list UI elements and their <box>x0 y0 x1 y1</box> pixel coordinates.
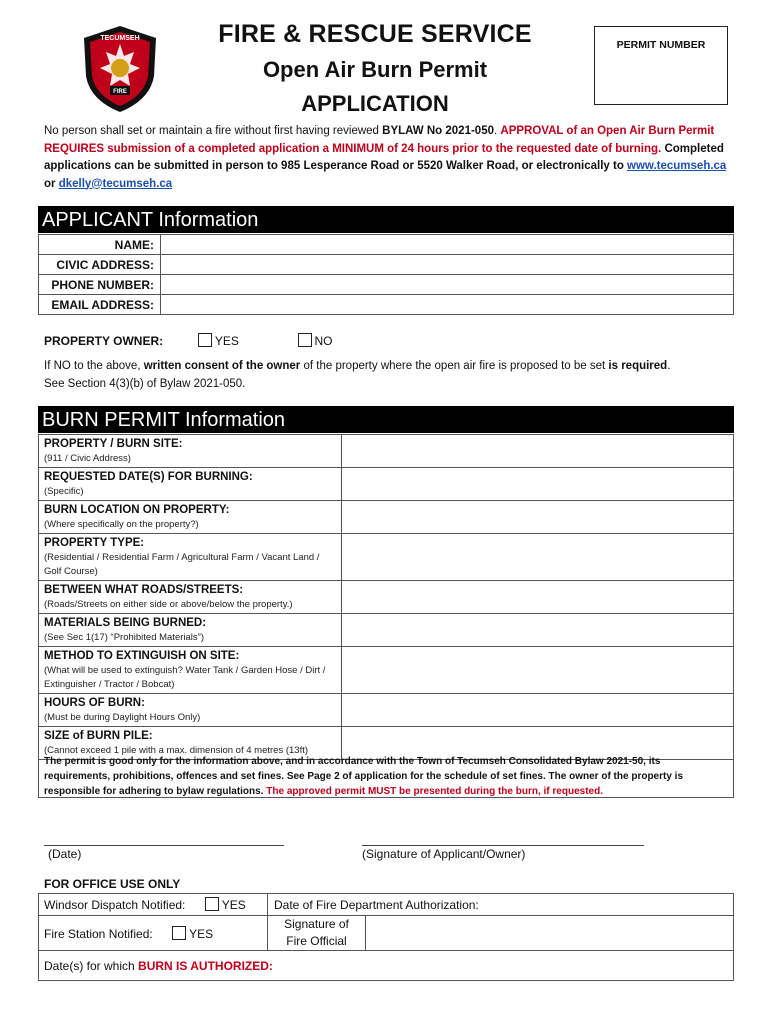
table-row <box>39 647 734 694</box>
submission-info: Completed applications can be submitted in person to 985 Lesperance Road or 5520 Walker Road, or electronically to <box>44 142 724 172</box>
hours-label: HOURS OF BURN: <box>44 697 145 709</box>
date-signature-line[interactable] <box>44 832 284 846</box>
owner-consent-note <box>44 358 734 393</box>
roads-hint: (Roads/Streets on either side or above/below the property.) <box>44 599 293 610</box>
station-cell <box>39 916 268 951</box>
name-label: NAME: <box>39 235 161 255</box>
consent-text-e: . <box>667 360 671 372</box>
applicant-signature-label: (Signature of Applicant/Owner) <box>362 847 526 861</box>
present-permit-warning: The approved permit MUST be presented during the burn, if requested. <box>266 786 603 797</box>
burn-site-cell <box>39 435 342 468</box>
table-row <box>39 295 734 315</box>
official-signature-field[interactable] <box>366 916 734 951</box>
bylaw-ref: BYLAW No 2021-050 <box>382 125 494 137</box>
burn-authorized-label: BURN IS AUTHORIZED: <box>138 958 273 973</box>
burn-location-hint: (Where specifically on the property?) <box>44 519 199 530</box>
materials-hint: (See Sec 1(17) “Prohibited Materials”) <box>44 632 204 643</box>
or-text: or <box>44 177 59 190</box>
page-subtitle: Open Air Burn Permit <box>262 57 488 82</box>
table-row <box>39 916 734 951</box>
name-field[interactable] <box>161 235 734 255</box>
property-type-cell <box>39 534 342 581</box>
table-row <box>39 435 734 468</box>
extinguish-label: METHOD TO EXTINGUISH ON SITE: <box>44 650 240 662</box>
burn-dates-label: REQUESTED DATE(S) FOR BURNING: <box>44 471 253 483</box>
burn-dates-cell <box>39 468 342 501</box>
phone-field[interactable] <box>161 275 734 295</box>
burn-table <box>38 434 734 760</box>
logo-text-bottom: FIRE <box>113 89 127 95</box>
table-row <box>39 694 734 727</box>
station-yes-checkbox[interactable] <box>172 926 186 940</box>
intro-text: No person shall set or maintain a fire without first having reviewed <box>44 125 383 137</box>
materials-field[interactable] <box>342 614 734 647</box>
hours-field[interactable] <box>342 694 734 727</box>
table-row <box>39 894 734 916</box>
date-label: (Date) <box>48 847 82 861</box>
applicant-signature-line[interactable] <box>362 832 644 846</box>
materials-label: MATERIALS BEING BURNED: <box>44 617 207 629</box>
property-type-hint: (Residential / Residential Farm / Agricultural Farm / Vacant Land / Golf Course) <box>44 552 320 577</box>
roads-field[interactable] <box>342 581 734 614</box>
extinguish-hint: (What will be used to extinguish? Water Tank / Garden Hose / Dirt / Extinguisher / Tractor / Bobcat) <box>44 665 326 690</box>
table-row <box>39 614 734 647</box>
consent-section-ref: See Section 4(3)(b) of Bylaw 2021-050. <box>44 377 246 390</box>
applicant-table <box>38 234 734 315</box>
burn-dates-hint: (Specific) <box>44 486 84 497</box>
email-link[interactable]: dkelly@tecumseh.ca <box>58 177 173 190</box>
burn-site-field[interactable] <box>342 435 734 468</box>
consent-text-c: of the property where the open air fire is proposed to be set <box>300 360 609 372</box>
office-use-table <box>38 893 734 981</box>
table-row <box>39 501 734 534</box>
consent-text-a: If NO to the above, <box>44 360 144 372</box>
applicant-section-heading: APPLICANT Information <box>38 206 734 233</box>
consent-text-d: is required <box>608 360 668 372</box>
burn-location-field[interactable] <box>342 501 734 534</box>
auth-date-label: Date of Fire Department Authorization: <box>274 897 479 912</box>
civic-address-field[interactable] <box>161 255 734 275</box>
official-signature-label: Signature of Fire Official <box>284 917 349 948</box>
website-link[interactable]: www.tecumseh.ca <box>627 160 727 172</box>
pile-size-label: SIZE of BURN PILE: <box>44 730 153 742</box>
owner-no-label: NO <box>314 334 333 348</box>
owner-yes-checkbox[interactable] <box>198 333 212 347</box>
hours-hint: (Must be during Daylight Hours Only) <box>44 712 201 723</box>
title-block <box>200 20 550 117</box>
dispatch-yes-checkbox[interactable] <box>205 897 219 911</box>
authorized-dates-cell[interactable] <box>39 951 734 981</box>
consent-text-b: written consent of the owner <box>143 360 301 372</box>
station-label: Fire Station Notified: <box>44 926 153 941</box>
burn-location-label: BURN LOCATION ON PROPERTY: <box>44 504 230 516</box>
table-row <box>39 275 734 295</box>
tecumseh-fire-logo <box>80 24 160 114</box>
permit-conditions-note <box>38 752 734 798</box>
property-type-label: PROPERTY TYPE: <box>44 537 145 549</box>
office-use-title: FOR OFFICE USE ONLY <box>44 877 181 891</box>
table-row <box>39 951 734 981</box>
table-row <box>39 468 734 501</box>
permit-number-label: PERMIT NUMBER <box>616 39 706 51</box>
page-title: FIRE & RESCUE SERVICE <box>218 20 532 48</box>
burn-site-label: PROPERTY / BURN SITE: <box>44 438 183 450</box>
property-owner-label: PROPERTY OWNER: <box>44 334 164 348</box>
table-row <box>39 255 734 275</box>
table-row <box>39 534 734 581</box>
phone-label: PHONE NUMBER: <box>39 275 161 295</box>
authorized-dates-label: Date(s) for which <box>44 958 139 973</box>
extinguish-field[interactable] <box>342 647 734 694</box>
property-type-field[interactable] <box>342 534 734 581</box>
dispatch-cell <box>39 894 268 916</box>
hours-cell <box>39 694 342 727</box>
logo-text-top: TECUMSEH <box>100 35 140 42</box>
station-yes-label: YES <box>189 926 214 941</box>
owner-yes-label: YES <box>214 334 239 348</box>
burn-section-heading: BURN PERMIT Information <box>38 406 734 433</box>
permit-number-box[interactable] <box>594 26 728 105</box>
email-label: EMAIL ADDRESS: <box>39 295 161 315</box>
table-row <box>39 581 734 614</box>
approval-warning: APPROVAL of an Open Air Burn Permit REQUIRES submission of a completed application a MINIMUM of 24 hours prior to the requested date of burning. <box>44 125 715 155</box>
roads-cell <box>39 581 342 614</box>
burn-dates-field[interactable] <box>342 468 734 501</box>
burn-location-cell <box>39 501 342 534</box>
permit-conditions-text: The permit is good only for the information above, and in accordance with the Town of Tecumseh Consolidated Bylaw 2021-50, its requirements, prohibitions, offences and set fines. See Page 2 of application for the schedule of set fines. The owner of the property is responsible for adhering to bylaw regulations. <box>44 756 684 797</box>
civic-address-label: CIVIC ADDRESS: <box>39 255 161 275</box>
extinguish-cell <box>39 647 342 694</box>
auth-date-cell[interactable] <box>268 894 734 916</box>
property-owner-row <box>44 333 333 348</box>
intro-paragraph <box>44 123 734 193</box>
burn-site-hint: (911 / Civic Address) <box>44 453 131 464</box>
page-subtitle-2: APPLICATION <box>301 91 449 116</box>
materials-cell <box>39 614 342 647</box>
intro-text-end: . <box>494 125 501 137</box>
roads-label: BETWEEN WHAT ROADS/STREETS: <box>44 584 244 596</box>
table-row <box>39 235 734 255</box>
dispatch-yes-label: YES <box>221 898 246 912</box>
owner-no-checkbox[interactable] <box>298 333 312 347</box>
official-signature-label-cell <box>268 916 366 951</box>
dispatch-label: Windsor Dispatch Notified: <box>44 898 186 912</box>
email-field[interactable] <box>161 295 734 315</box>
pile-size-hint: (Cannot exceed 1 pile with a max. dimension of 4 metres (13ft) <box>44 745 309 756</box>
